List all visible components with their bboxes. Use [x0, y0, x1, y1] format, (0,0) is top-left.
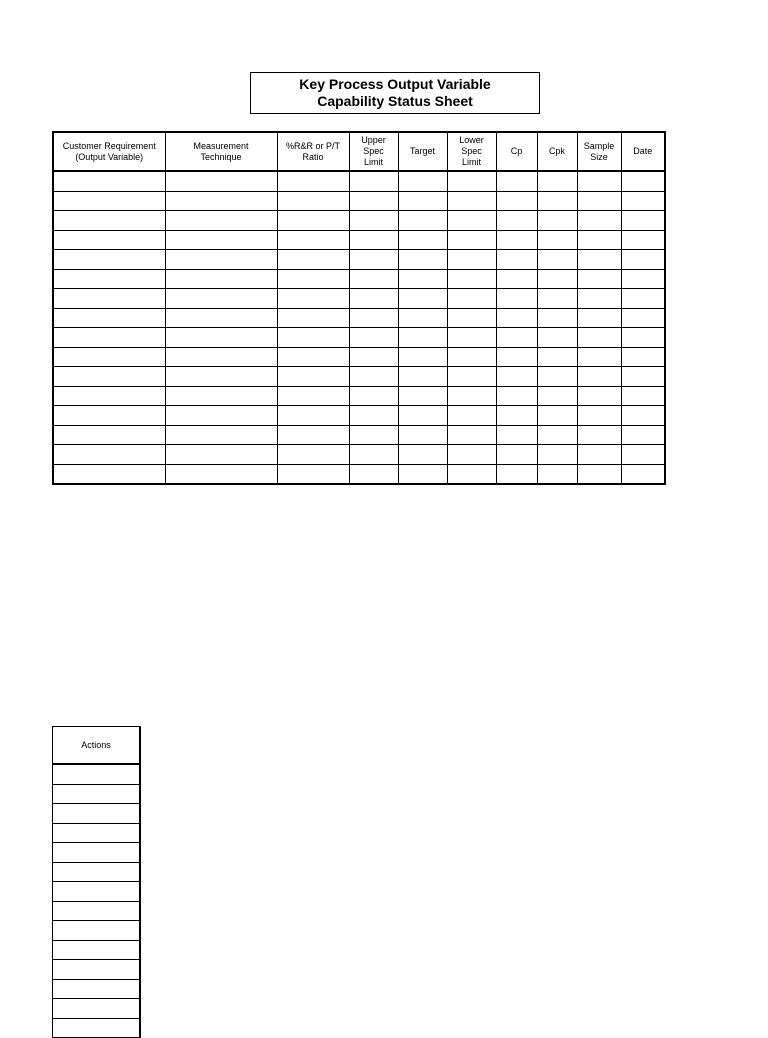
action-cell[interactable] [53, 999, 141, 1019]
table-cell[interactable] [621, 425, 665, 445]
table-cell[interactable] [621, 211, 665, 231]
table-cell[interactable] [447, 328, 496, 348]
table-cell[interactable] [621, 308, 665, 328]
table-cell[interactable] [165, 289, 277, 309]
table-cell[interactable] [537, 171, 577, 191]
table-cell[interactable] [496, 171, 537, 191]
table-cell[interactable] [621, 191, 665, 211]
table-cell[interactable] [447, 464, 496, 484]
table-cell[interactable] [577, 269, 621, 289]
capability-header-row [53, 132, 665, 171]
table-cell[interactable] [398, 191, 447, 211]
table-cell[interactable] [447, 425, 496, 445]
table-cell[interactable] [537, 289, 577, 309]
table-cell[interactable] [349, 289, 398, 309]
table-cell[interactable] [165, 308, 277, 328]
table-cell[interactable] [537, 386, 577, 406]
table-cell[interactable] [277, 406, 349, 426]
table-cell[interactable] [577, 347, 621, 367]
table-cell[interactable] [165, 269, 277, 289]
action-cell[interactable] [53, 901, 141, 921]
action-cell[interactable] [53, 784, 141, 804]
table-cell[interactable] [496, 191, 537, 211]
table-cell[interactable] [165, 250, 277, 270]
table-cell[interactable] [537, 425, 577, 445]
table-cell[interactable] [621, 464, 665, 484]
col-header-measurement-technique: Measurement Technique [165, 132, 277, 171]
table-cell[interactable] [577, 406, 621, 426]
table-cell[interactable] [349, 406, 398, 426]
table-cell[interactable] [53, 425, 165, 445]
table-cell[interactable] [447, 289, 496, 309]
table-cell[interactable] [447, 347, 496, 367]
table-cell[interactable] [398, 308, 447, 328]
table-cell[interactable] [165, 230, 277, 250]
action-cell[interactable] [53, 862, 141, 882]
table-row [53, 425, 665, 445]
action-cell[interactable] [53, 960, 141, 980]
table-cell[interactable] [621, 347, 665, 367]
table-cell[interactable] [165, 386, 277, 406]
col-header-lower-spec-limit: Lower Spec Limit [447, 132, 496, 171]
table-cell[interactable] [577, 250, 621, 270]
table-row [53, 269, 665, 289]
list-item [53, 823, 141, 843]
table-cell[interactable] [577, 289, 621, 309]
table-cell[interactable] [577, 386, 621, 406]
table-cell[interactable] [277, 211, 349, 231]
table-cell[interactable] [53, 191, 165, 211]
table-row [53, 250, 665, 270]
table-cell[interactable] [349, 328, 398, 348]
table-cell[interactable] [53, 445, 165, 465]
table-cell[interactable] [398, 445, 447, 465]
table-cell[interactable] [621, 230, 665, 250]
table-row [53, 386, 665, 406]
table-cell[interactable] [53, 211, 165, 231]
table-cell[interactable] [349, 425, 398, 445]
table-cell[interactable] [165, 425, 277, 445]
table-cell[interactable] [165, 191, 277, 211]
table-cell[interactable] [621, 328, 665, 348]
table-cell[interactable] [496, 250, 537, 270]
table-cell[interactable] [165, 347, 277, 367]
list-item [53, 1018, 141, 1038]
table-cell[interactable] [537, 308, 577, 328]
col-header-date: Date [621, 132, 665, 171]
table-cell[interactable] [621, 289, 665, 309]
table-cell[interactable] [577, 191, 621, 211]
table-cell[interactable] [537, 230, 577, 250]
table-cell[interactable] [577, 211, 621, 231]
table-cell[interactable] [496, 230, 537, 250]
table-cell[interactable] [577, 171, 621, 191]
list-item [53, 843, 141, 863]
table-cell[interactable] [398, 347, 447, 367]
action-cell[interactable] [53, 1018, 141, 1038]
actions-table [52, 726, 141, 1038]
table-row [53, 230, 665, 250]
table-cell[interactable] [277, 445, 349, 465]
table-cell[interactable] [53, 250, 165, 270]
table-cell[interactable] [496, 386, 537, 406]
table-row [53, 464, 665, 484]
table-cell[interactable] [349, 367, 398, 387]
col-header-customer-requirement: Customer Requirement (Output Variable) [53, 132, 165, 171]
table-cell[interactable] [349, 171, 398, 191]
list-item [53, 921, 141, 941]
col-header-target: Target [398, 132, 447, 171]
table-cell[interactable] [398, 464, 447, 484]
table-cell[interactable] [53, 386, 165, 406]
table-cell[interactable] [447, 191, 496, 211]
table-cell[interactable] [496, 289, 537, 309]
table-cell[interactable] [277, 269, 349, 289]
action-cell[interactable] [53, 979, 141, 999]
table-cell[interactable] [349, 191, 398, 211]
table-cell[interactable] [277, 367, 349, 387]
table-cell[interactable] [165, 211, 277, 231]
table-cell[interactable] [277, 191, 349, 211]
table-cell[interactable] [537, 347, 577, 367]
capability-status-table [52, 131, 666, 485]
table-cell[interactable] [496, 211, 537, 231]
table-cell[interactable] [577, 328, 621, 348]
table-cell[interactable] [398, 406, 447, 426]
table-cell[interactable] [496, 464, 537, 484]
table-cell[interactable] [277, 347, 349, 367]
table-cell[interactable] [621, 445, 665, 465]
table-cell[interactable] [398, 269, 447, 289]
list-item [53, 784, 141, 804]
action-cell[interactable] [53, 940, 141, 960]
action-cell[interactable] [53, 882, 141, 902]
action-cell[interactable] [53, 804, 141, 824]
table-cell[interactable] [349, 464, 398, 484]
table-cell[interactable] [621, 171, 665, 191]
table-cell[interactable] [277, 230, 349, 250]
table-cell[interactable] [53, 269, 165, 289]
table-cell[interactable] [621, 269, 665, 289]
table-row [53, 171, 665, 191]
action-cell[interactable] [53, 823, 141, 843]
table-cell[interactable] [577, 464, 621, 484]
table-cell[interactable] [165, 445, 277, 465]
table-cell[interactable] [349, 308, 398, 328]
table-row [53, 191, 665, 211]
table-row [53, 289, 665, 309]
action-cell[interactable] [53, 764, 141, 784]
table-cell[interactable] [577, 230, 621, 250]
table-cell[interactable] [398, 250, 447, 270]
actions-header: Actions [53, 727, 141, 765]
table-cell[interactable] [496, 406, 537, 426]
table-cell[interactable] [577, 308, 621, 328]
table-cell[interactable] [398, 367, 447, 387]
list-item [53, 804, 141, 824]
table-cell[interactable] [447, 445, 496, 465]
table-cell[interactable] [165, 367, 277, 387]
table-row [53, 308, 665, 328]
table-cell[interactable] [447, 211, 496, 231]
table-cell[interactable] [277, 289, 349, 309]
table-cell[interactable] [447, 308, 496, 328]
table-cell[interactable] [447, 406, 496, 426]
col-header-rr-pt-ratio: %R&R or P/T Ratio [277, 132, 349, 171]
table-cell[interactable] [496, 269, 537, 289]
table-cell[interactable] [577, 445, 621, 465]
table-cell[interactable] [53, 347, 165, 367]
table-row [53, 211, 665, 231]
table-row [53, 328, 665, 348]
table-cell[interactable] [537, 269, 577, 289]
table-cell[interactable] [496, 308, 537, 328]
table-cell[interactable] [398, 171, 447, 191]
table-cell[interactable] [621, 386, 665, 406]
col-header-cpk: Cpk [537, 132, 577, 171]
table-cell[interactable] [398, 425, 447, 445]
table-cell[interactable] [277, 386, 349, 406]
table-cell[interactable] [165, 406, 277, 426]
actions-header-row [53, 727, 141, 765]
table-cell[interactable] [447, 250, 496, 270]
table-cell[interactable] [53, 367, 165, 387]
table-cell[interactable] [277, 328, 349, 348]
table-cell[interactable] [349, 230, 398, 250]
table-cell[interactable] [537, 367, 577, 387]
list-item [53, 862, 141, 882]
table-cell[interactable] [398, 289, 447, 309]
list-item [53, 979, 141, 999]
table-row [53, 367, 665, 387]
table-cell[interactable] [621, 250, 665, 270]
sheet-title-line1: Key Process Output Variable [299, 76, 491, 92]
table-cell[interactable] [398, 230, 447, 250]
table-cell[interactable] [496, 347, 537, 367]
table-cell[interactable] [621, 406, 665, 426]
table-cell[interactable] [537, 464, 577, 484]
table-cell[interactable] [349, 269, 398, 289]
table-cell[interactable] [447, 386, 496, 406]
sheet-title-box [250, 72, 540, 114]
table-cell[interactable] [53, 171, 165, 191]
table-row [53, 406, 665, 426]
table-cell[interactable] [398, 211, 447, 231]
list-item [53, 940, 141, 960]
table-cell[interactable] [349, 386, 398, 406]
list-item [53, 999, 141, 1019]
table-cell[interactable] [496, 367, 537, 387]
action-cell[interactable] [53, 921, 141, 941]
table-cell[interactable] [496, 328, 537, 348]
table-cell[interactable] [398, 328, 447, 348]
col-header-upper-spec-limit: Upper Spec Limit [349, 132, 398, 171]
table-cell[interactable] [447, 230, 496, 250]
table-cell[interactable] [349, 250, 398, 270]
table-cell[interactable] [537, 406, 577, 426]
table-cell[interactable] [277, 308, 349, 328]
table-cell[interactable] [53, 328, 165, 348]
table-cell[interactable] [537, 445, 577, 465]
table-cell[interactable] [349, 211, 398, 231]
table-cell[interactable] [277, 250, 349, 270]
table-cell[interactable] [496, 445, 537, 465]
table-cell[interactable] [349, 347, 398, 367]
table-cell[interactable] [277, 425, 349, 445]
table-cell[interactable] [447, 269, 496, 289]
table-row [53, 347, 665, 367]
table-cell[interactable] [53, 308, 165, 328]
table-cell[interactable] [165, 328, 277, 348]
table-cell[interactable] [277, 464, 349, 484]
sheet-title-line2: Capability Status Sheet [317, 93, 473, 109]
list-item [53, 960, 141, 980]
table-cell[interactable] [537, 211, 577, 231]
table-cell[interactable] [447, 171, 496, 191]
table-cell[interactable] [537, 250, 577, 270]
list-item [53, 764, 141, 784]
table-cell[interactable] [537, 191, 577, 211]
table-cell[interactable] [398, 386, 447, 406]
table-cell[interactable] [349, 445, 398, 465]
table-cell[interactable] [537, 328, 577, 348]
list-item [53, 882, 141, 902]
table-cell[interactable] [577, 367, 621, 387]
col-header-cp: Cp [496, 132, 537, 171]
table-cell[interactable] [53, 289, 165, 309]
table-cell[interactable] [165, 171, 277, 191]
col-header-sample-size: Sample Size [577, 132, 621, 171]
table-cell[interactable] [496, 425, 537, 445]
table-cell[interactable] [577, 425, 621, 445]
table-cell[interactable] [53, 406, 165, 426]
table-cell[interactable] [165, 464, 277, 484]
list-item [53, 901, 141, 921]
table-cell[interactable] [53, 464, 165, 484]
table-cell[interactable] [621, 367, 665, 387]
table-cell[interactable] [277, 171, 349, 191]
table-row [53, 445, 665, 465]
action-cell[interactable] [53, 843, 141, 863]
table-cell[interactable] [53, 230, 165, 250]
table-cell[interactable] [447, 367, 496, 387]
